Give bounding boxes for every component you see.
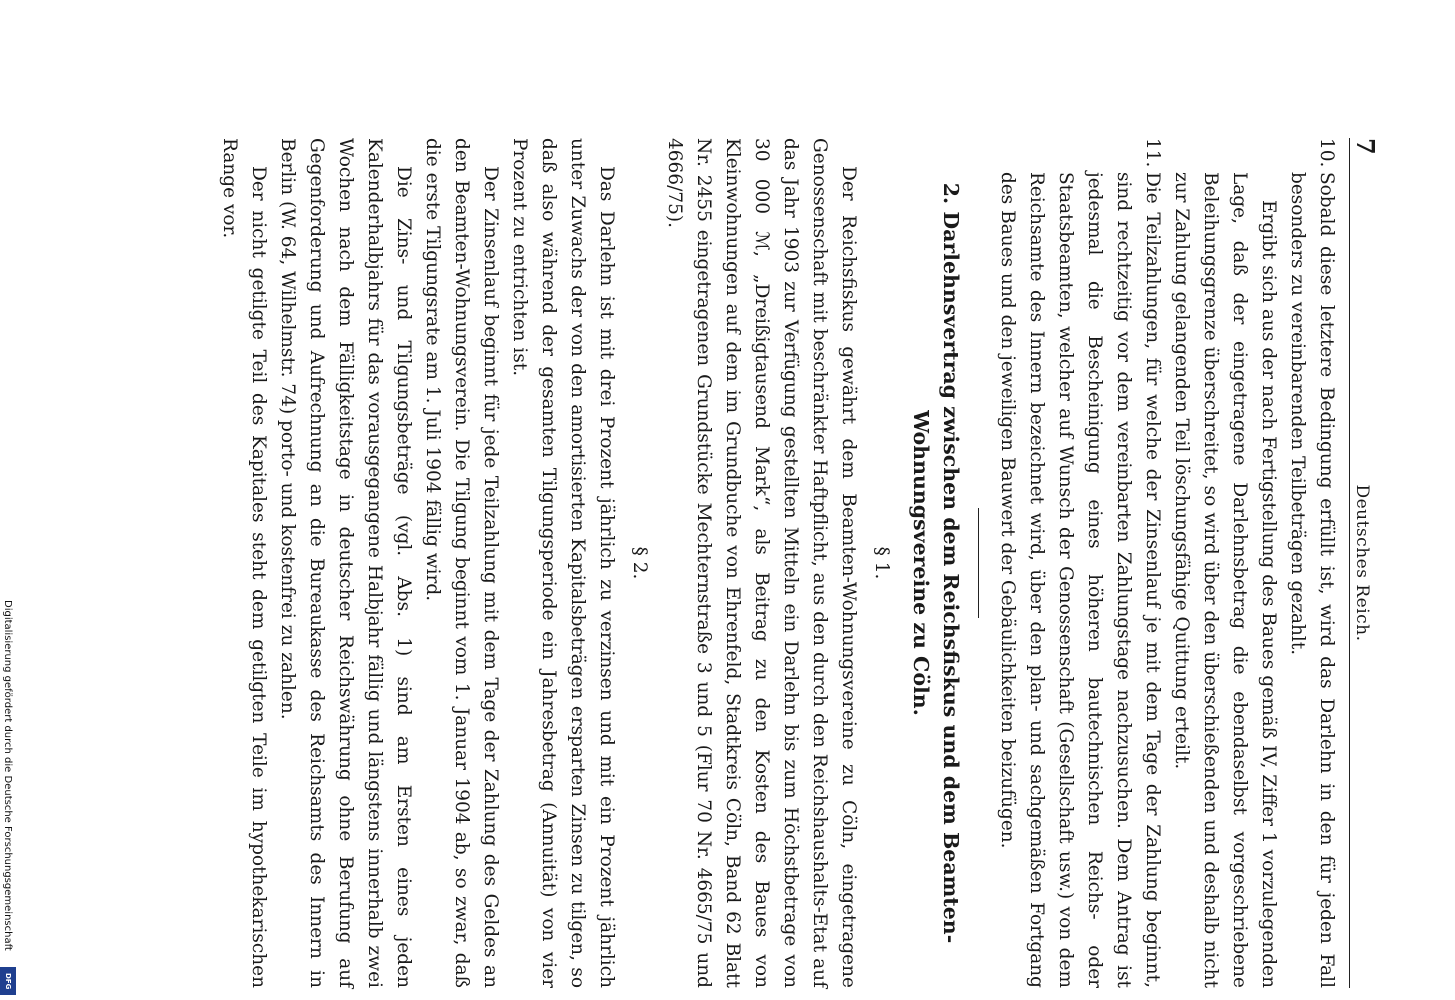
item-number: 11. xyxy=(1142,138,1163,168)
item-number: 10. xyxy=(1316,138,1337,168)
credit-text: Digitalisierung gefördert durch die Deutsche Forschungsgemeinschaft xyxy=(2,600,13,951)
running-head-title: Deutsches Reich. xyxy=(1352,484,1372,642)
section-divider xyxy=(978,508,979,618)
page-content xyxy=(90,138,1380,988)
item-paragraph: Ergibt sich aus der nach Fertigstellung des Baues gemäß IV, Ziffer 1 vorzulegenden Lage, daß der eingetragene Darlehnsbetrag die ebendaselbst vorgeschriebene Beleihungsgrenze überschreitet, so wird über den überschießenden und deshalb nicht zur Zahlung gelangenden Teil löschungsfähige Quittung erteilt. xyxy=(1171,172,1279,988)
paragraph-mark: § 2. xyxy=(629,546,650,580)
list-item xyxy=(993,138,1167,988)
body-paragraph: Die Zins- und Tilgungsbeträge (vgl. Abs. 1) sind am Ersten eines jeden Kalenderhalbjahrs für das vorausgegangene Halbjahr fällig und längstens innerhalb zwei Wochen nach dem Fälligkeitstage in deutscher Reichswährung ohne Berufung auf Gegenforderung und Aufrechnung an die Bureaukasse des Reichsamts des Innern in Berlin (W. 64, Wilhelmstr. 74) porto- und kostenfrei zu zahlen. xyxy=(277,138,414,988)
digitization-credit xyxy=(0,600,22,1000)
paragraph-mark: § 1. xyxy=(871,546,892,580)
body-paragraph: Der nicht getilgte Teil des Kapitales steht dem getilgten Teile im hypothekarischen Range vor. xyxy=(219,138,269,988)
body-paragraph: Der Reichsfiskus gewährt dem Beamten-Wohnungsvereine zu Cöln, eingetragene Genossenschaft mit beschränkter Haftpflicht, aus den durch den Reichshaushalts-Etat auf das Jahr 1903 zur Verfügung gestellten Mitteln ein Darlehn bis zum Höchstbetrage von 30 000 ℳ, „Dreißigtausend Mark“, als Beitrag zu den Kosten des Baues von Kleinwohnungen auf dem im Grundbuche von Ehrenfeld, Stadtkreis Cöln, Band 62 Blatt Nr. 2455 eingetragenen Grundstücke Mechternstraße 3 und 5 (Flur 70 Nr. 4665/75 und 4666/75). xyxy=(664,138,859,988)
list-item xyxy=(1167,138,1341,988)
body-paragraph: Der Zinsenlauf beginnt für jede Teilzahlung mit dem Tage der Zahlung des Geldes an den Beamten-Wohnungsverein. Die Tilgung beginnt vom 1. Januar 1904 ab, so zwar, daß die erste Tilgungsrate am 1. Juli 1904 fällig wird. xyxy=(422,138,501,988)
running-head xyxy=(1349,138,1380,988)
body-paragraph: Das Darlehn ist mit drei Prozent jährlich zu verzinsen und mit ein Prozent jährlich unter Zuwachs der von den amortisierten Kapitalsbeträgen ersparten Zinsen zu tilgen, so daß also während der gesamten Tilgungsperiode ein Jahresbetrag (Annuität) von vier Prozent zu entrichten ist. xyxy=(509,138,617,988)
item-paragraph: Sobald diese letztere Bedingung erfüllt ist, wird das Darlehn in den für jeden Fall besonders zu vereinbarenden Teilbeträgen gezahlt. xyxy=(1287,172,1337,988)
page-number: 7 xyxy=(1351,138,1380,155)
section-title: 2. Darlehnsvertrag zwischen dem Reichsfiskus und dem Beamten-Wohnungsvereine zu Cöln. xyxy=(909,182,963,944)
item-paragraph: Die Teilzahlungen, für welche der Zinsenlauf je mit dem Tage der Zahlung beginnt, sind rechtzeitig vor dem vereinbarten Zahlungstage nachzusuchen. Dem Antrag ist jedesmal die Bescheinigung eines höheren bautechnischen Reichs- oder Staatsbeamten, welcher auf Wunsch der Genossenschaft (Gesellschaft usw.) von dem Reichsamte des Innern bezeichnet wird, über den plan- und sachgemäßen Fortgang des Baues und den jeweiligen Bauwert der Gebäulichkeiten beizufügen. xyxy=(997,172,1163,988)
dfg-logo: DFG xyxy=(0,967,16,995)
